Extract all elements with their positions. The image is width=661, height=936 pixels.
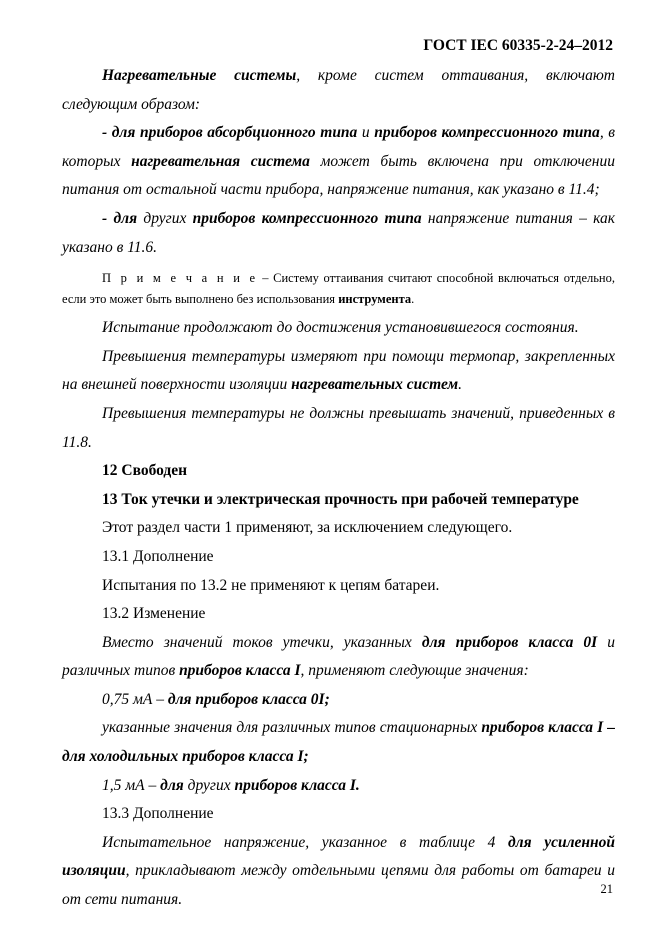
subsection-13-2: 13.2 Изменение [102, 605, 206, 623]
paragraph-limits: Превышения температуры не должны превышать значений, приведенных в 11.8. [62, 404, 615, 451]
note: П р и м е ч а н и е – Систему оттаивания считают способной включаться отдельно, если это может быть выполнено без использования инструмента. [62, 271, 615, 307]
paragraph-test-voltage: Испытательное напряжение, указанное в таблице 4 для усиленной изоляции, прикладывают между отдельными цепями для работы от батареи и от сети питания. [62, 833, 615, 909]
section-13-heading: 13 Ток утечки и электрическая прочность при рабочей температуре [102, 490, 579, 508]
subsection-13-3: 13.3 Дополнение [102, 805, 214, 823]
paragraph-heating-systems: Нагревательные системы, кроме систем оттаивания, включают следующим образом: [62, 67, 615, 113]
paragraph-stationary: указанные значения для различных типов стационарных приборов класса I – для холодильных приборов класса I; [62, 719, 615, 766]
paragraph-battery-circuits: Испытания по 13.2 не применяют к цепям батареи. [102, 576, 440, 594]
paragraph-absorption: - для приборов абсорбционного типа и приборов компрессионного типа, в которых нагревательная система может быть включена при отключении питания от остальной части прибора, напряжение питания, как указано в 11.4; [62, 124, 616, 199]
section-12-heading: 12 Свободен [102, 462, 188, 480]
paragraph-leakage-values: Вместо значений токов утечки, указанных для приборов класса 0I и различных типов приборов класса I, применяют следующие значения: [62, 633, 616, 680]
subsection-13-1: 13.1 Дополнение [102, 547, 214, 565]
page-body [62, 62, 615, 915]
standard-header: ГОСТ IEC 60335-2-24–2012 [423, 37, 613, 54]
paragraph-test-continue: Испытание продолжают до достижения установившегося состояния. [102, 319, 579, 337]
paragraph-section-applies: Этот раздел части 1 применяют, за исключением следующего. [102, 519, 513, 537]
paragraph-value-075: 0,75 мА – для приборов класса 0I; [102, 690, 330, 708]
paragraph-thermocouples: Превышения температуры измеряют при помощи термопар, закрепленных на внешней поверхности изоляции нагревательных систем. [62, 347, 615, 394]
paragraph-value-15: 1,5 мА – для других приборов класса I. [102, 776, 360, 794]
paragraph-other-compressors: - для других приборов компрессионного типа напряжение питания – как указано в 11.6. [62, 209, 616, 256]
page-number: 21 [600, 882, 613, 896]
